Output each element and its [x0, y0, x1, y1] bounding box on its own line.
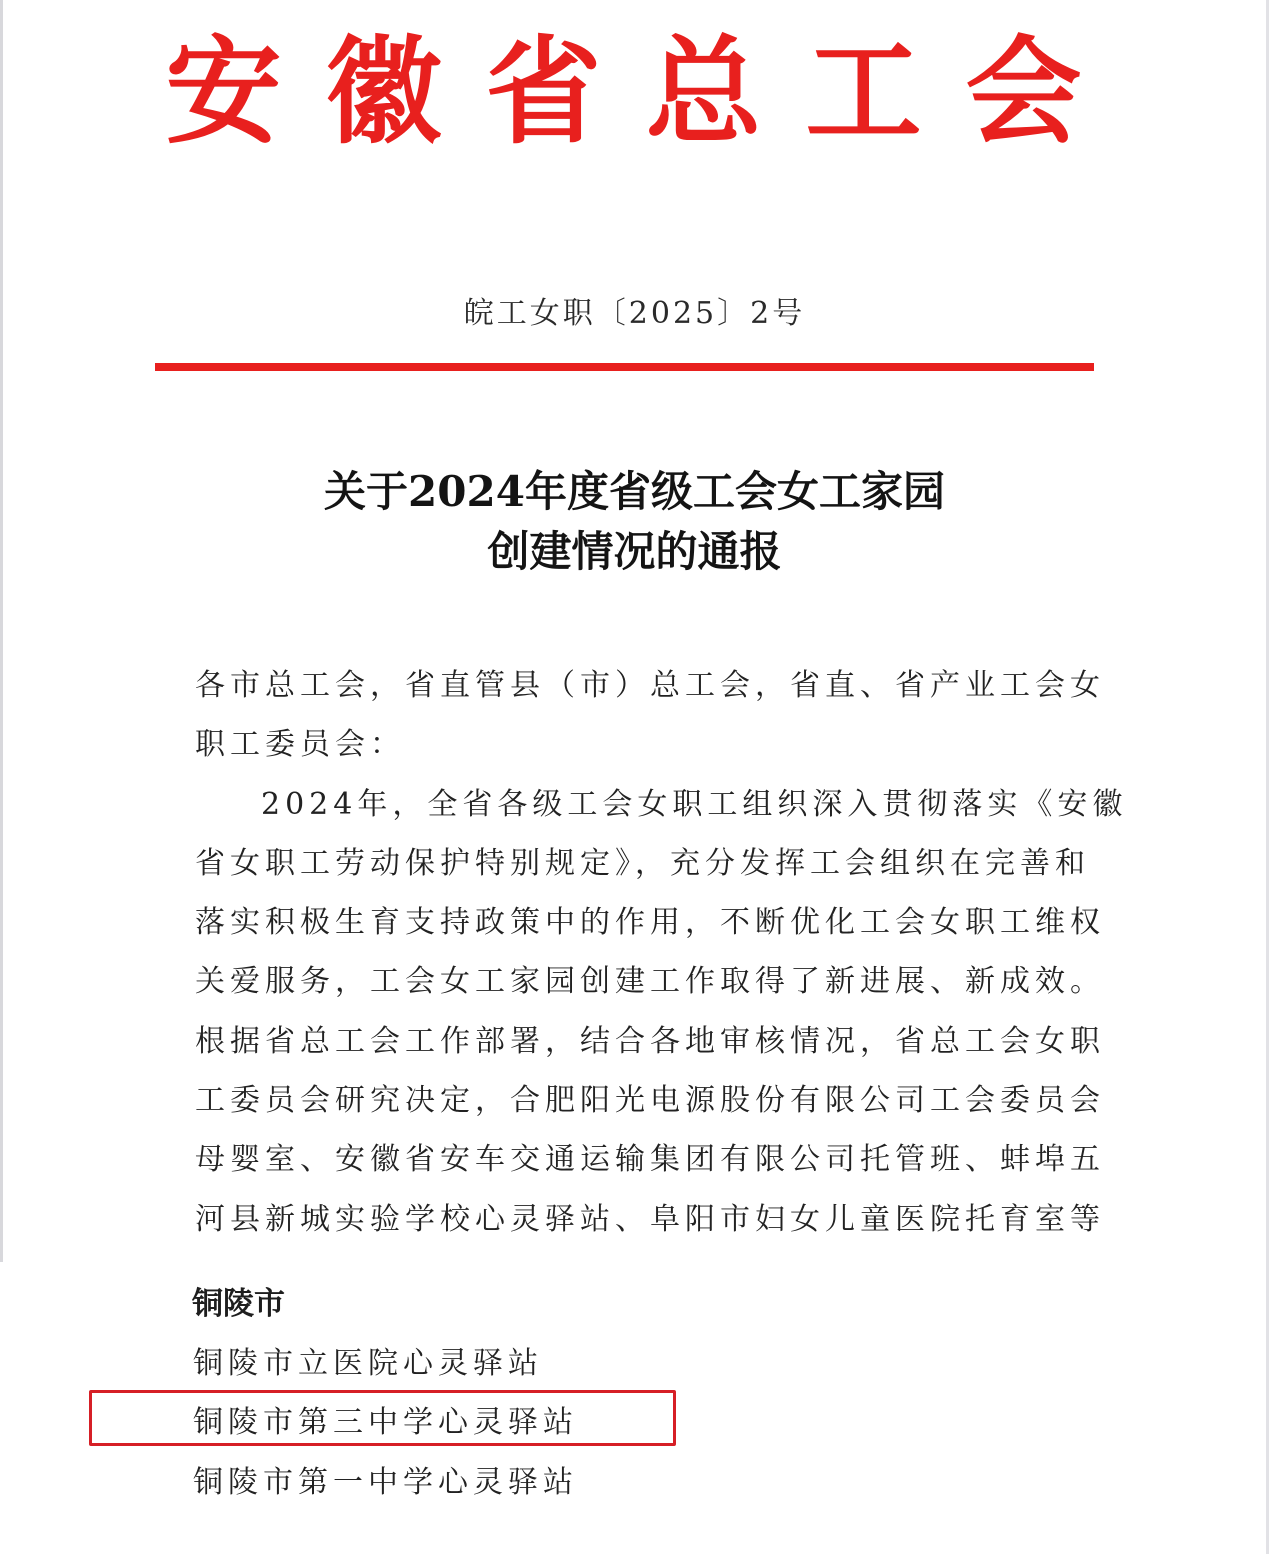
- body-line: 工委员会研究决定，合肥阳光电源股份有限公司工会委员会: [195, 1083, 1105, 1119]
- title-line-1: 关于2024年度省级工会女工家园: [324, 467, 945, 516]
- highlight-annotation-box: [89, 1390, 676, 1446]
- masthead-org-name: 安徽省总工会: [165, 24, 1126, 160]
- body-line: 根据省总工会工作部署，结合各地审核情况，省总工会女职: [195, 1023, 1105, 1059]
- station-list-item: 铜陵市立医院心灵驿站: [193, 1346, 543, 1381]
- body-line: 2024年，全省各级工会女职工组织深入贯彻落实《安徽: [261, 786, 1128, 822]
- red-divider-rule: [155, 363, 1094, 371]
- body-line: 落实积极生育支持政策中的作用，不断优化工会女职工维权: [195, 905, 1105, 941]
- document-number: 皖工女职〔2025〕2号: [463, 296, 806, 331]
- body-line: 关爱服务，工会女工家园创建工作取得了新进展、新成效。: [195, 964, 1105, 1000]
- body-line: 职工委员会：: [195, 727, 405, 763]
- body-line: 河县新城实验学校心灵驿站、阜阳市妇女儿童医院托育室等: [195, 1201, 1105, 1237]
- city-heading: 铜陵市: [192, 1286, 285, 1322]
- document-title: [0, 462, 1269, 582]
- station-list-item-highlighted: 铜陵市第三中学心灵驿站: [193, 1405, 578, 1440]
- body-line: 母婴室、安徽省安车交通运输集团有限公司托管班、蚌埠五: [195, 1142, 1105, 1178]
- title-line-2: 创建情况的通报: [487, 527, 782, 576]
- body-line: 各市总工会，省直管县（市）总工会，省直、省产业工会女: [195, 668, 1105, 703]
- station-list-item: 铜陵市第一中学心灵驿站: [193, 1465, 578, 1500]
- body-line: 省女职工劳动保护特别规定》，充分发挥工会组织在完善和: [195, 845, 1090, 881]
- page-edge-left: [0, 0, 3, 1262]
- body-paragraphs: [195, 656, 1128, 1249]
